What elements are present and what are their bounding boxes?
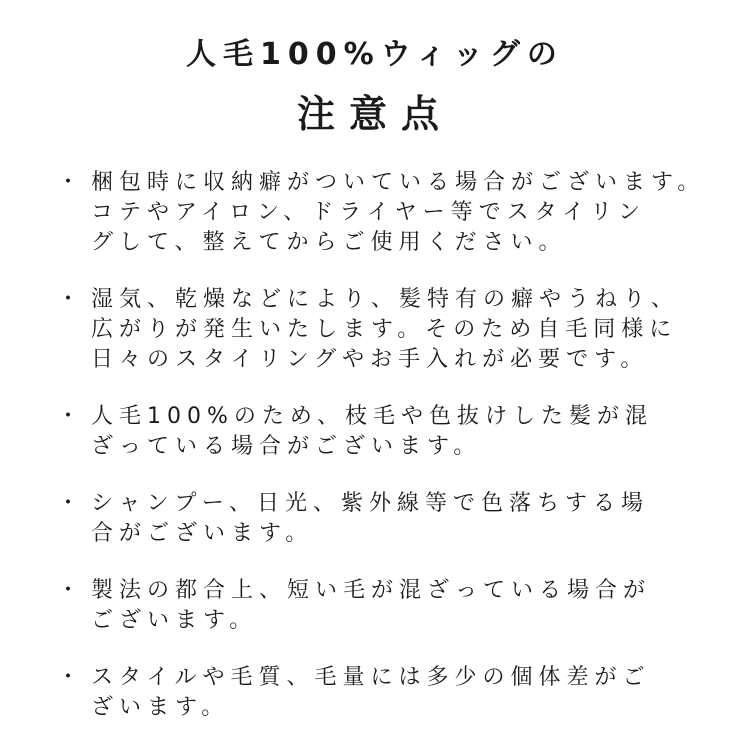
page-title bbox=[0, 30, 750, 144]
bullet-icon: ・ bbox=[57, 491, 86, 516]
note-item-2 bbox=[55, 285, 715, 375]
note-line: シャンプー、日光、紫外線等で色落ちする場 bbox=[91, 491, 650, 516]
note-item-4 bbox=[55, 489, 715, 549]
bullet-icon: ・ bbox=[57, 170, 86, 195]
note-line: グして、整えてからご使用ください。 bbox=[91, 230, 567, 255]
note-item-1 bbox=[55, 168, 715, 258]
bullet-icon: ・ bbox=[57, 287, 86, 312]
bullet-icon: ・ bbox=[57, 404, 86, 429]
caution-notes-list bbox=[55, 168, 715, 750]
note-line: ざいます。 bbox=[91, 695, 230, 720]
title-line-1: 人毛100%ウィッグの bbox=[186, 37, 564, 72]
title-line-2: 注意点 bbox=[296, 92, 453, 136]
note-line: 合がございます。 bbox=[91, 521, 314, 546]
note-line: 製法の都合上、短い毛が混ざっている場合が bbox=[91, 578, 652, 603]
note-item-5 bbox=[55, 576, 715, 636]
note-line: ざっている場合がございます。 bbox=[91, 434, 482, 459]
note-line: 日々のスタイリングやお手入れが必要です。 bbox=[91, 347, 649, 372]
note-line: 広がりが発生いたします。そのため自毛同様に bbox=[91, 317, 678, 342]
bullet-icon: ・ bbox=[57, 665, 86, 690]
note-item-6 bbox=[55, 663, 715, 723]
bullet-icon: ・ bbox=[57, 578, 86, 603]
note-line: 人毛100%のため、枝毛や色抜けした髪が混 bbox=[91, 404, 654, 429]
note-line: ございます。 bbox=[91, 608, 258, 633]
note-line: スタイルや毛質、毛量には多少の個体差がご bbox=[91, 665, 651, 690]
note-line: 梱包時に収納癖がついている場合がございます。 bbox=[91, 170, 706, 195]
note-line: 湿気、乾燥などにより、髪特有の癖やうねり、 bbox=[91, 287, 680, 312]
note-item-3 bbox=[55, 402, 715, 462]
note-line: コテやアイロン、ドライヤー等でスタイリン bbox=[91, 200, 647, 225]
